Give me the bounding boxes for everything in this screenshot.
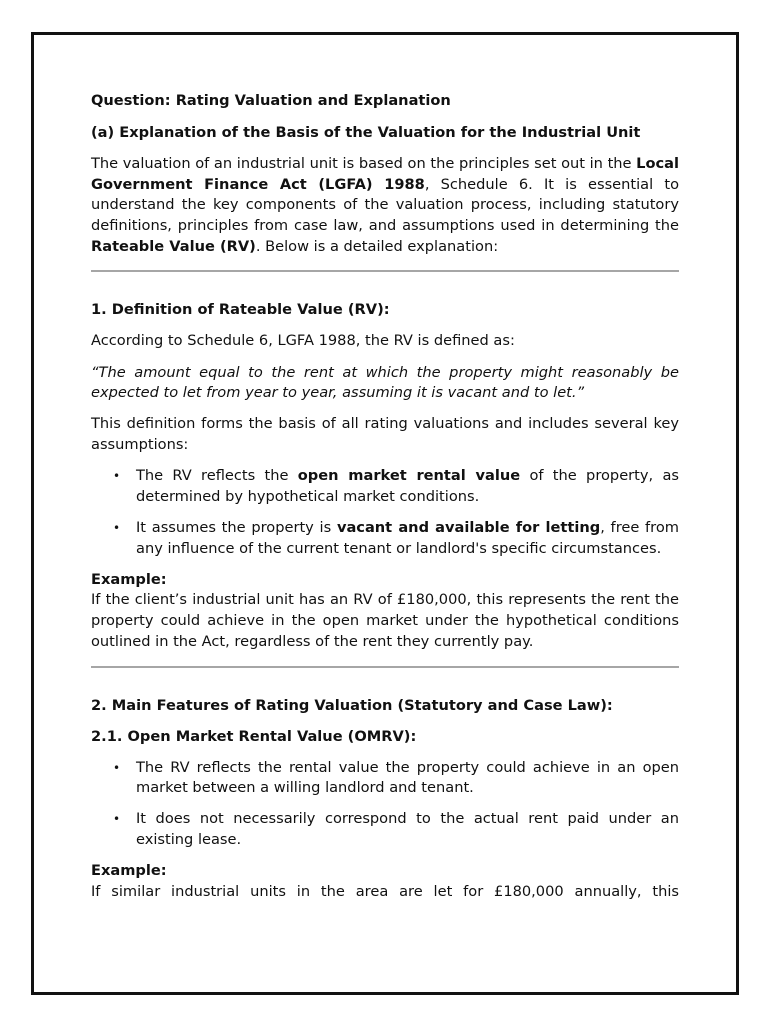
intro-text-2: , Schedule 6. It is essential to understand the key components of the valuation process, including statutory definitions, principles from case law, and assumptions used in determining the bbox=[91, 175, 680, 234]
example-text: If similar industrial units in the area are let for £180,000 annually, this bbox=[91, 882, 679, 900]
section-1-heading: 1. Definition of Rateable Value (RV): bbox=[91, 301, 390, 319]
section-1-bullet-list bbox=[91, 466, 679, 559]
part-a-heading: (a) Explanation of the Basis of the Valuation for the Industrial Unit bbox=[91, 123, 641, 141]
bullet-text: of the property, as determined by hypothetical market conditions. bbox=[136, 467, 680, 505]
list-item bbox=[91, 466, 679, 507]
section-2-bullet-list bbox=[91, 758, 679, 851]
bullet-bold-text: open market rental value bbox=[297, 467, 521, 485]
list-item bbox=[91, 518, 679, 559]
example-label: Example: bbox=[91, 862, 167, 880]
intro-bold-rv: Rateable Value (RV) bbox=[91, 237, 256, 255]
document-page bbox=[31, 32, 739, 995]
section-divider bbox=[91, 270, 679, 272]
intro-bold-lgfa: Local Government Finance Act (LGFA) 1988 bbox=[91, 154, 679, 193]
example-label: Example: bbox=[91, 570, 167, 588]
example-text: If the client’s industrial unit has an RV of £180,000, this represents the rent the property could achieve in the open market under the hypothetical conditions outlined in the Act, regardless of the rent they currently pay. bbox=[91, 591, 679, 650]
bullet-text: , free from any influence of the current tenant or landlord's specific circumstances. bbox=[136, 518, 680, 557]
bullet-text: It assumes the property is bbox=[136, 518, 337, 536]
intro-text-1: The valuation of an industrial unit is based on the principles set out in the bbox=[91, 154, 637, 172]
section-divider bbox=[91, 666, 679, 668]
section-2-1-heading: 2.1. Open Market Rental Value (OMRV): bbox=[91, 727, 417, 745]
list-item: • It does not necessarily correspond to the actual rent paid under an existing lease. bbox=[91, 809, 679, 850]
part-a-intro bbox=[91, 154, 679, 258]
section-1-paragraph-1: According to Schedule 6, LGFA 1988, the RV is defined as: bbox=[91, 332, 515, 350]
list-item: • The RV reflects the rental value the property could achieve in an open market between a willing landlord and tenant. bbox=[91, 758, 679, 799]
document-body bbox=[91, 91, 679, 903]
bullet-bold-text: vacant and available for letting bbox=[336, 518, 601, 536]
section-2-heading: 2. Main Features of Rating Valuation (Statutory and Case Law): bbox=[91, 696, 613, 714]
intro-text-3: . Below is a detailed explanation: bbox=[255, 237, 499, 255]
document-title: Question: Rating Valuation and Explanation bbox=[91, 92, 451, 109]
rv-definition-quote: “The amount equal to the rent at which the property might reasonably be expected to let from year to year, assuming it is vacant and to let.” bbox=[91, 363, 679, 402]
bullet-text: The RV reflects the bbox=[136, 467, 298, 485]
section-1-paragraph-2: This definition forms the basis of all rating valuations and includes several key assumptions: bbox=[91, 415, 679, 453]
